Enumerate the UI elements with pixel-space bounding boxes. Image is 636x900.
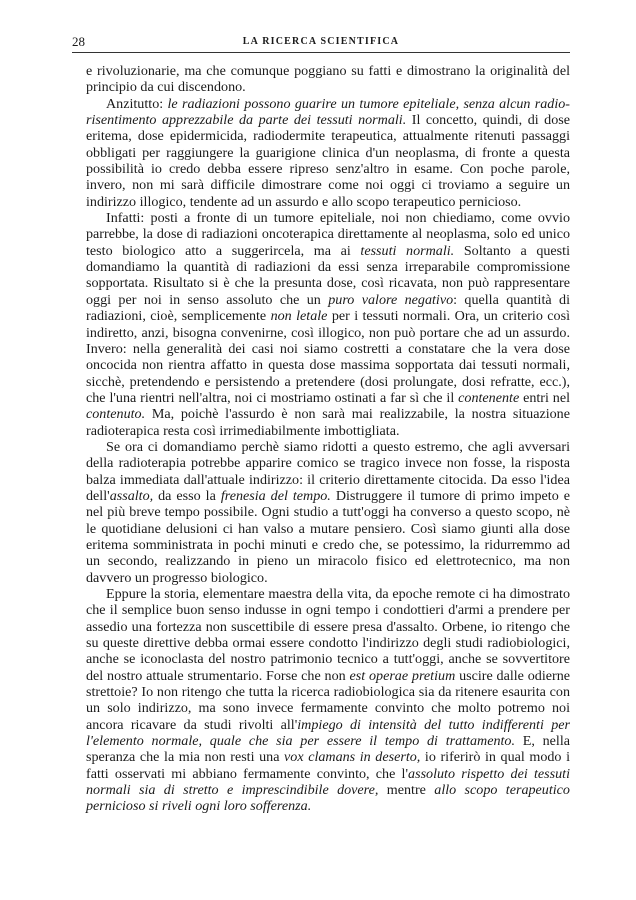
text-run: da esso la: [153, 487, 221, 504]
italic-text: contenuto.: [86, 406, 146, 423]
paragraph: [86, 63, 570, 96]
italic-text: contenente: [458, 389, 520, 406]
text-run: Distruggere il tumore di primo impeto e nel più breve tempo possibile. Ogni studio a tutt'oggi ha converso a questo scopo, nè le quotidiane delusioni ci han valso a mutare pensiero. Così siamo giunti alla dose eritema somministrata in pochi minuti e credo che, se potessimo, la ridurremmo ad un secondo, realizzando in pieno un miracolo fisico ed elettrotecnico, ma non davvero un progresso biologico.: [86, 487, 570, 586]
italic-text: assalto,: [109, 487, 154, 504]
text-run: uscire dalle odierne strettoie? Io non ritengo che tutta la ricerca radiobiologica sia da ritenere esaurita con un solo indirizzo, ma sono invece fermamente convinto che molto potremo noi ancora ricavare da studi rivolti all': [86, 667, 570, 733]
text-run: Ma, poichè l'assurdo è non sarà mai realizzabile, la nostra situazione radioterapica resta così irrimediabilmente imbottigliata.: [86, 406, 570, 439]
text-run: Soltanto a questi domandiamo la quantità di radiazioni da essi senza irreparabile compromissione sopportata. Risultato si è che la presunta dose, così ricavata, non può rappresentare oggi per noi in senso assoluto che un: [86, 242, 570, 308]
body-text: [86, 63, 570, 815]
text-run: io riferirò in qual modo i fatti osservati mi abbiano fermamente convinto, che l': [86, 749, 570, 782]
text-run: Anzitutto:: [106, 95, 168, 112]
italic-text: est operae pretium: [349, 667, 456, 684]
text-run: e rivoluzionarie, ma che comunque poggiano su fatti e dimostrano la originalità del principio da cui discendono.: [86, 63, 570, 96]
italic-text: puro valore negativo: [328, 291, 454, 308]
text-run: per i tessuti normali. Ora, un criterio così indiretto, anzi, bisogna convenirne, così illogico, non può portare che ad un assurdo. Invero: nella generalità dei casi noi siamo costretti a constatare che la vera dose oncocida non rientra affatto in questa dose massima sopportata dai tessuti normali, sicchè, pretendendo e persistendo a pretendere (dosi prolungate, dosi refratte, ecc.), che l'una rientri nell'altra, noi ci mostriamo ostinati a far sì che il: [86, 308, 570, 406]
italic-text: impiego di intensità del tutto indifferenti per l'elemento normale, quale che sia per essere il tempo di trattamento.: [86, 716, 570, 750]
text-run: Infatti: posti a fronte di un tumore epiteliale, noi non chiediamo, come ovvio parrebbe, la dose di radiazioni oncoterapica direttamente al neoplasma, solo ed unico testo biologico atto a suggerircela, ma ai: [86, 210, 570, 259]
italic-text: tessuti normali.: [360, 242, 455, 259]
italic-text: frenesia del tempo.: [220, 487, 331, 504]
running-head: LA RICERCA SCIENTIFICA: [242, 36, 400, 47]
text-run: Il concetto, quindi, di dose eritema, dose epidermicida, radiodermite terapeutica, attualmente ritenuti passaggi obbligati per raggiungere la guarigione clinica d'un neoplasma, di fronte a questa possibilità io credo debba essere ripreso senz'altro in esame. Con poche parole, invero, non mi sarà difficile dimostrare come noi oggi ci troviamo a seguire un indirizzo illogico, tendente ad un assurdo e allo scopo terapeutico pernicioso.: [86, 112, 570, 210]
page-header: [72, 34, 570, 53]
text-run: Eppure la storia, elementare maestra della vita, da epoche remote ci ha dimostrato che il semplice buon senso indusse in ogni tempo i condottieri d'armi a prendere per assedio una fortezza non suscettibile di essere presa d'assalto. Orbene, io ritengo che su queste direttive debba ormai essere condotto l'indirizzo degli studi radiobiologici, anche se iconoclasta del nostro patrimonio tecnico a tutt'oggi, anche se sovvertitore del nostro attuale strumentario. Forse che non: [86, 586, 570, 684]
text-run: E, nella speranza che la mia non resti una: [86, 733, 570, 766]
paragraph: [86, 586, 570, 815]
italic-text: vox clamans in deserto,: [284, 749, 421, 766]
paragraph: [86, 96, 570, 210]
italic-text: non letale: [270, 308, 328, 325]
text-run: Se ora ci domandiamo perchè siamo ridotti a questo estremo, che agli avversari della radioterapia potrebbe apparire comico se tragico invece non fosse, la risposta balza immediata dall'attuale indirizzo: il criterio direttamente citocida. Da esso l'idea dell': [86, 438, 570, 504]
text-run: : quella quantità di radiazioni, cioè, semplicemente: [86, 291, 570, 325]
italic-text: assoluto rispetto dei tessuti normali sia di stretto e imprescindibile dovere,: [86, 765, 570, 799]
text-run: mentre: [378, 782, 435, 799]
italic-text: allo scopo terapeutico pernicioso si riveli ogni loro sofferenza.: [86, 782, 570, 815]
italic-text: le radiazioni possono guarire un tumore epiteliale, senza alcun radio-risentimento apprezzabile da parte dei tessuti normali.: [86, 95, 570, 129]
paragraph: [86, 210, 570, 439]
text-run: entri nel: [519, 389, 571, 406]
paragraph: [86, 439, 570, 586]
page-number: 28: [72, 34, 85, 49]
